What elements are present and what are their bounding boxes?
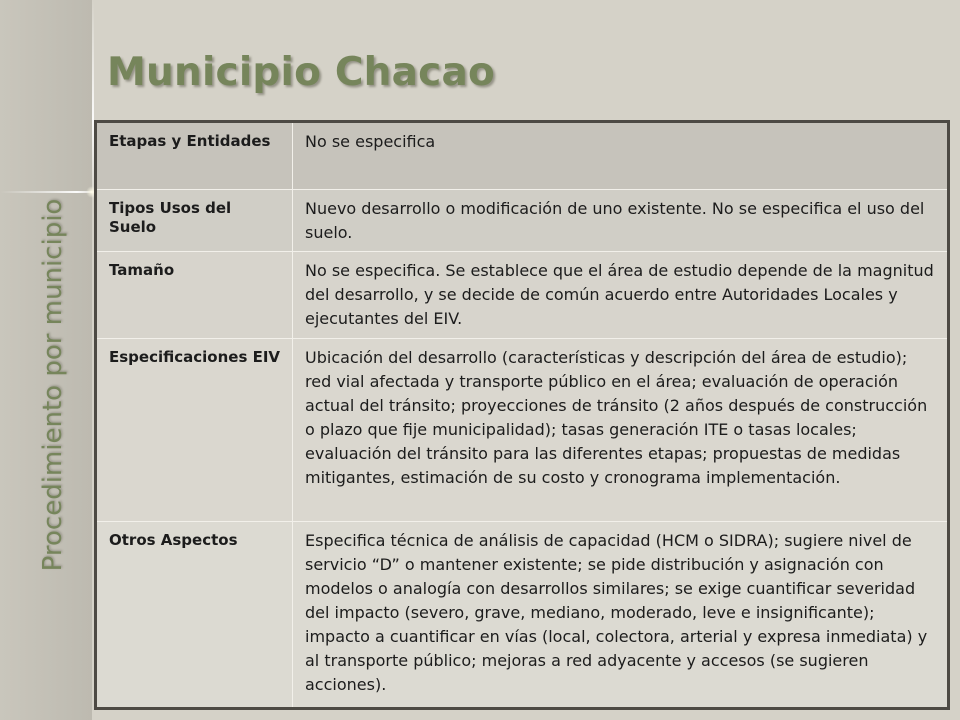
vertical-section-title: Procedimiento por municipio xyxy=(38,198,68,572)
table-row xyxy=(96,522,949,709)
row-value: Nuevo desarrollo o modificación de uno existente. No se especifica el uso del suelo. xyxy=(293,190,949,252)
row-label: Otros Aspectos xyxy=(96,522,293,709)
row-value: Ubicación del desarrollo (características y descripción del área de estudio); red vial afectada y transporte público en el área; evaluación de operación actual del tránsito; proyecciones de tránsito (2 años después de construcción o plazo que fije municipalidad); tasas generación ITE o tasas locales; evaluación del tránsito para las diferentes etapas; propuestas de medidas mitigantes, estimación de su costo y cronograma implementación. xyxy=(293,339,949,522)
row-value: No se especifica xyxy=(293,122,949,190)
table-row xyxy=(96,190,949,252)
table-row xyxy=(96,252,949,339)
row-label: Especificaciones EIV xyxy=(96,339,293,522)
row-label: Tipos Usos del Suelo xyxy=(96,190,293,252)
row-value: Especifica técnica de análisis de capacidad (HCM o SIDRA); sugiere nivel de servicio “D” o mantener existente; se pide distribución y asignación con modelos o analogía con desarrollos similares; se exige cuantificar severidad del impacto (severo, grave, mediano, moderado, leve e insignificante); impacto a cuantificar en vías (local, colectora, arterial y expresa inmediata) y al transporte público; mejoras a red adyacente y accesos (se sugieren acciones). xyxy=(293,522,949,709)
procedure-table xyxy=(94,120,950,710)
row-label: Etapas y Entidades xyxy=(96,122,293,190)
table-row xyxy=(96,122,949,190)
table-row xyxy=(96,339,949,522)
vertical-title-container xyxy=(28,148,78,622)
row-label: Tamaño xyxy=(96,252,293,339)
row-value: No se especifica. Se establece que el área de estudio depende de la magnitud del desarrollo, y se decide de común acuerdo entre Autoridades Locales y ejecutantes del EIV. xyxy=(293,252,949,339)
slide-title: Municipio Chacao xyxy=(107,50,495,95)
